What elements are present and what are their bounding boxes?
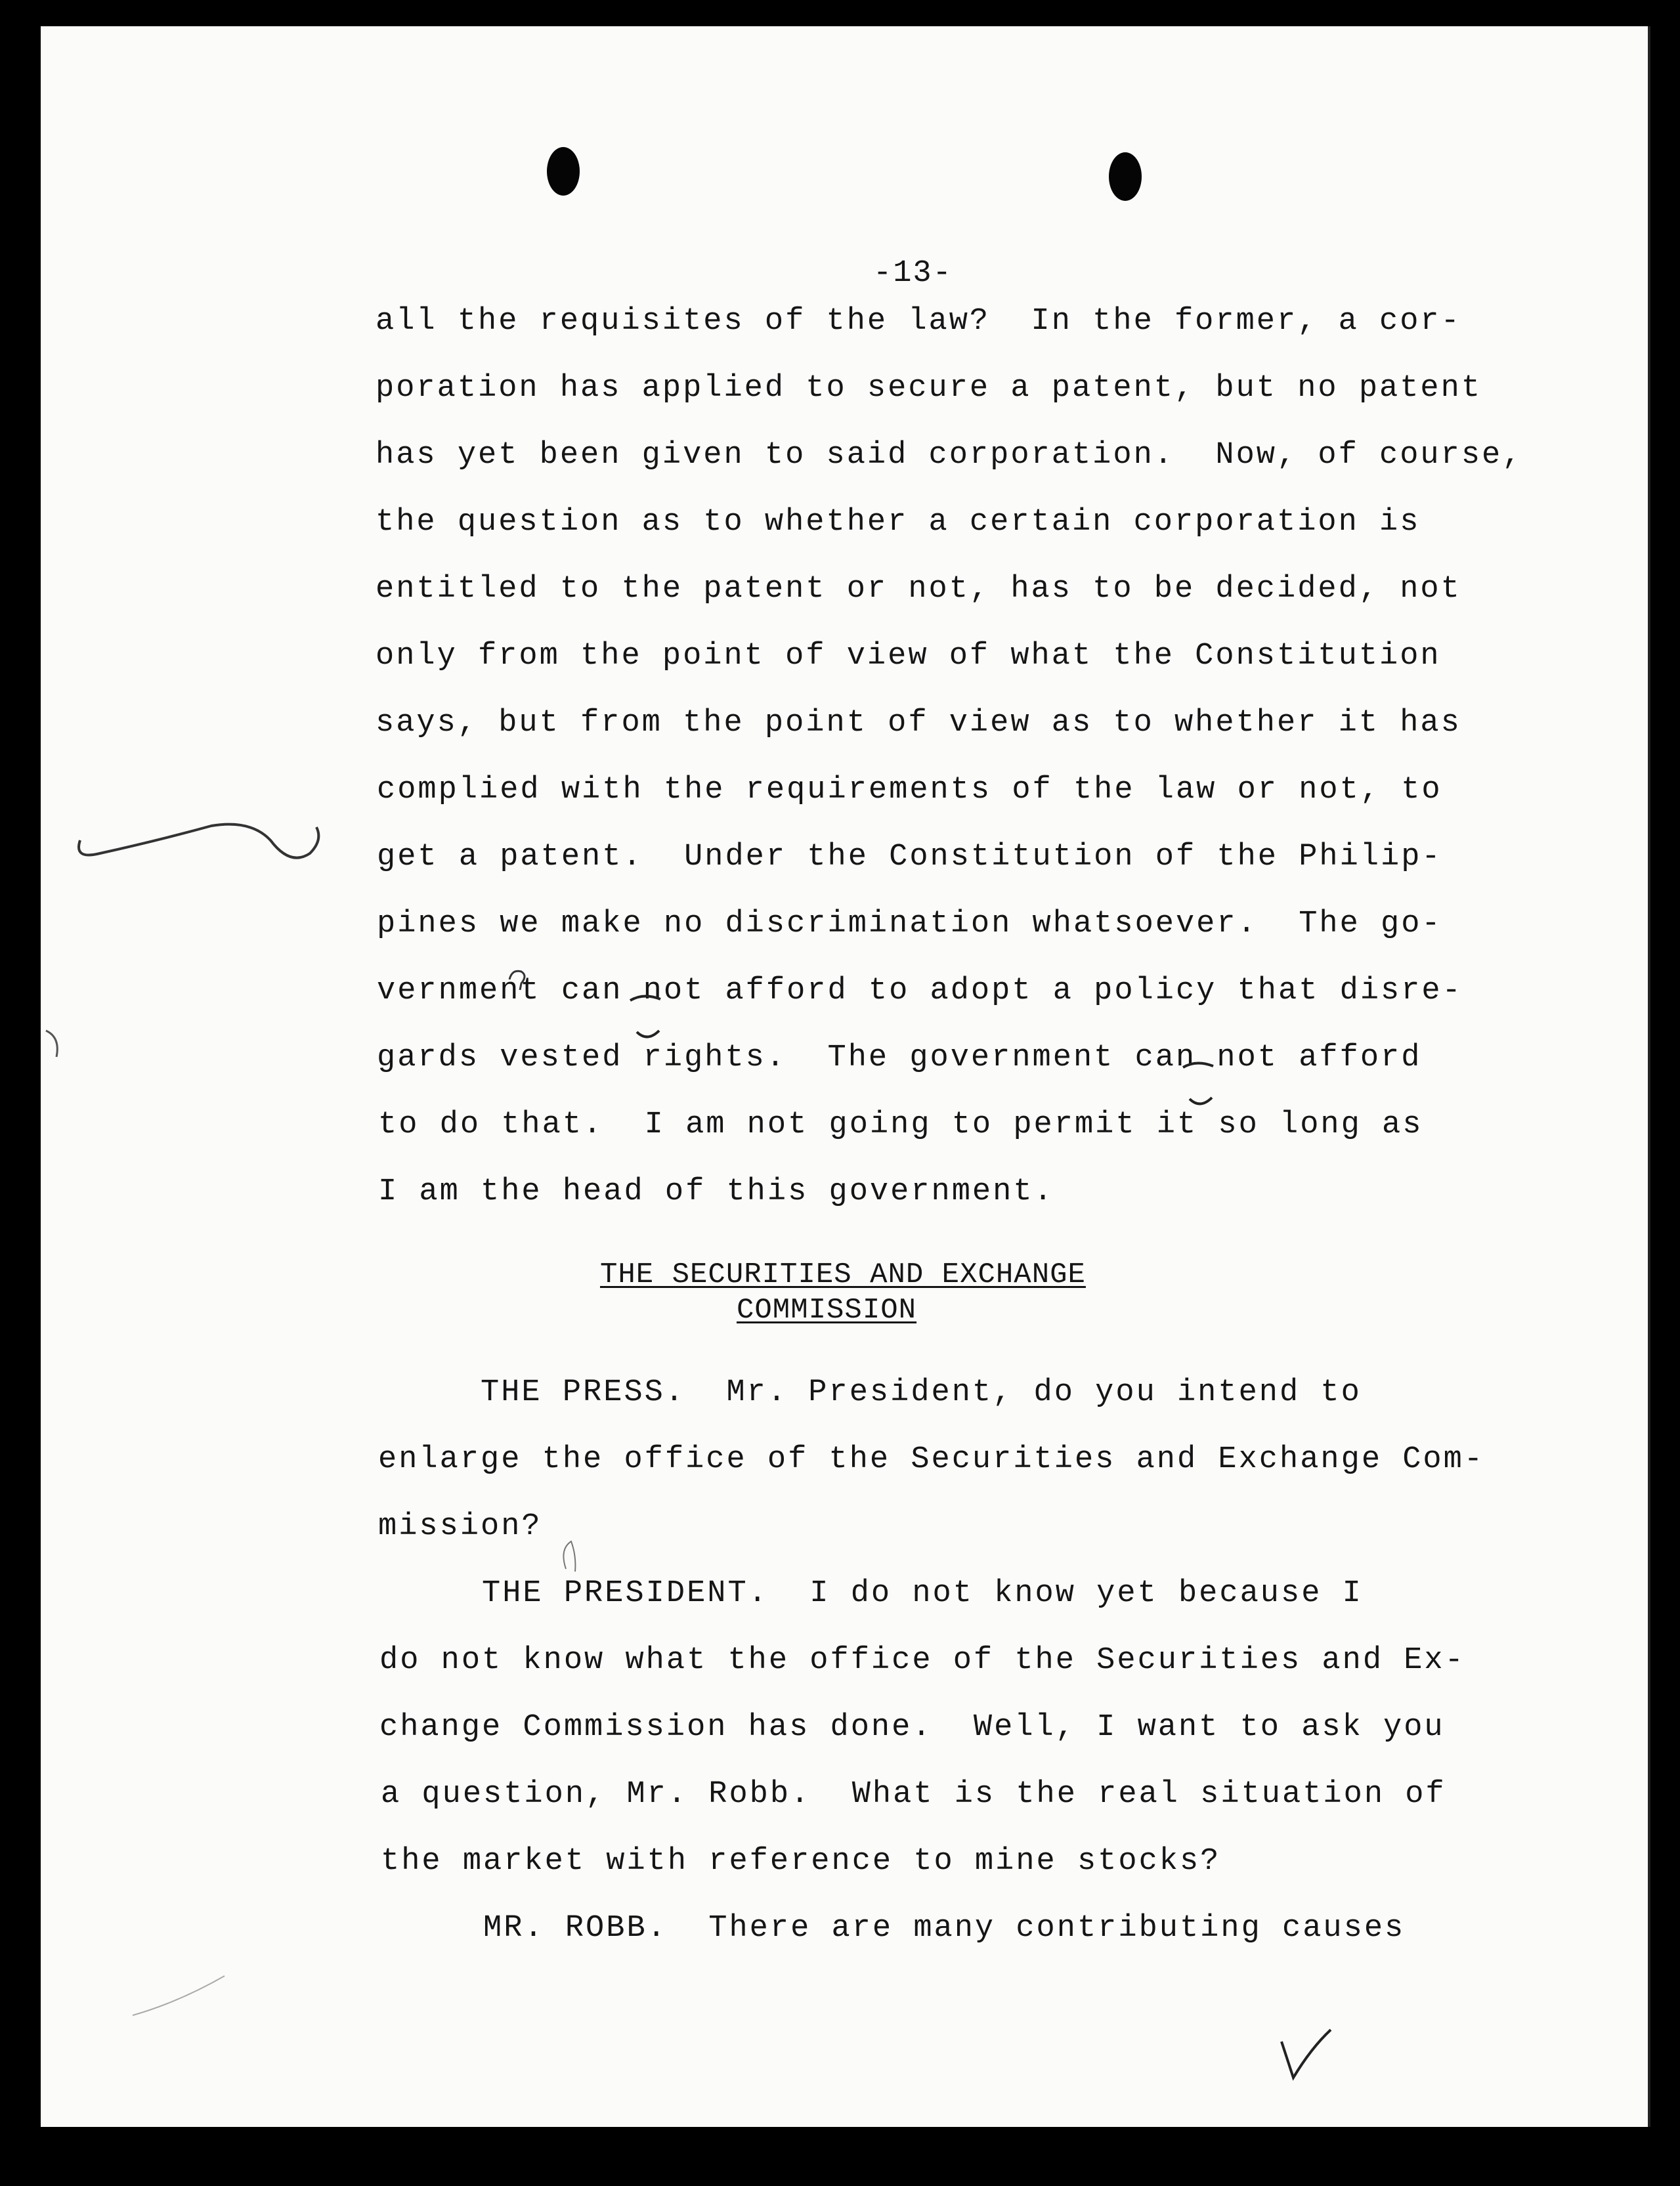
text-line: mission?	[378, 1509, 542, 1544]
pencil-bracket-mark	[41, 1024, 67, 1063]
text-line: only from the point of view of what the Constitution	[376, 639, 1441, 674]
text-line: pines we make no discrimination whatsoever. The go-	[377, 907, 1442, 941]
text-line: get a patent. Under the Constitution of the Philip-	[377, 840, 1442, 874]
text-line: enlarge the office of the Securities and Exchange Com-	[378, 1442, 1485, 1477]
pencil-question-mark	[502, 966, 541, 993]
document-page	[41, 26, 1650, 2127]
text-line: I am the head of this government.	[378, 1174, 1054, 1209]
text-line: all the requisites of the law? In the former, a cor-	[376, 304, 1461, 339]
text-line: to do that. I am not going to permit it so long as	[378, 1107, 1423, 1142]
text-line: THE PRESS. Mr. President, do you intend to	[378, 1375, 1362, 1410]
text-line: gards vested rights. The government can not afford	[377, 1040, 1422, 1075]
punch-hole-left	[547, 147, 580, 196]
text-line: vernment can not afford to adopt a policy that disre-	[377, 974, 1463, 1008]
text-line: THE PRESIDENT. I do not know yet because I	[379, 1576, 1363, 1611]
pencil-check-mark	[1275, 2022, 1334, 2088]
section-heading-line-2: COMMISSION	[737, 1294, 917, 1327]
text-line: MR. ROBB. There are many contributing causes	[381, 1911, 1406, 1946]
text-line: says, but from the point of view as to whether it has	[376, 706, 1461, 740]
text-line: do not know what the office of the Securities and Ex-	[379, 1643, 1465, 1678]
pencil-join-mark	[624, 991, 670, 1044]
text-line: poration has applied to secure a patent, but no patent	[376, 371, 1482, 406]
text-line: entitled to the patent or not, has to be decided, not	[376, 572, 1461, 607]
pencil-faint-stroke	[126, 1969, 244, 2022]
punch-hole-right	[1109, 152, 1142, 201]
section-heading-line-1: THE SECURITIES AND EXCHANGE	[600, 1258, 1086, 1291]
page-number: -13-	[873, 256, 953, 291]
text-line: a question, Mr. Robb. What is the real situation of	[381, 1777, 1446, 1812]
pencil-small-mark	[553, 1536, 586, 1575]
pencil-squiggle-mark	[60, 801, 336, 886]
text-line: the question as to whether a certain corporation is	[376, 505, 1421, 540]
text-line: the market with reference to mine stocks?	[381, 1844, 1221, 1879]
text-line: change Commission has done. Well, I want to ask you	[379, 1710, 1445, 1745]
text-line: has yet been given to said corporation. Now, of course,	[376, 438, 1523, 473]
text-line: complied with the requirements of the law or not, to	[377, 773, 1442, 807]
pencil-join-mark	[1176, 1058, 1222, 1111]
